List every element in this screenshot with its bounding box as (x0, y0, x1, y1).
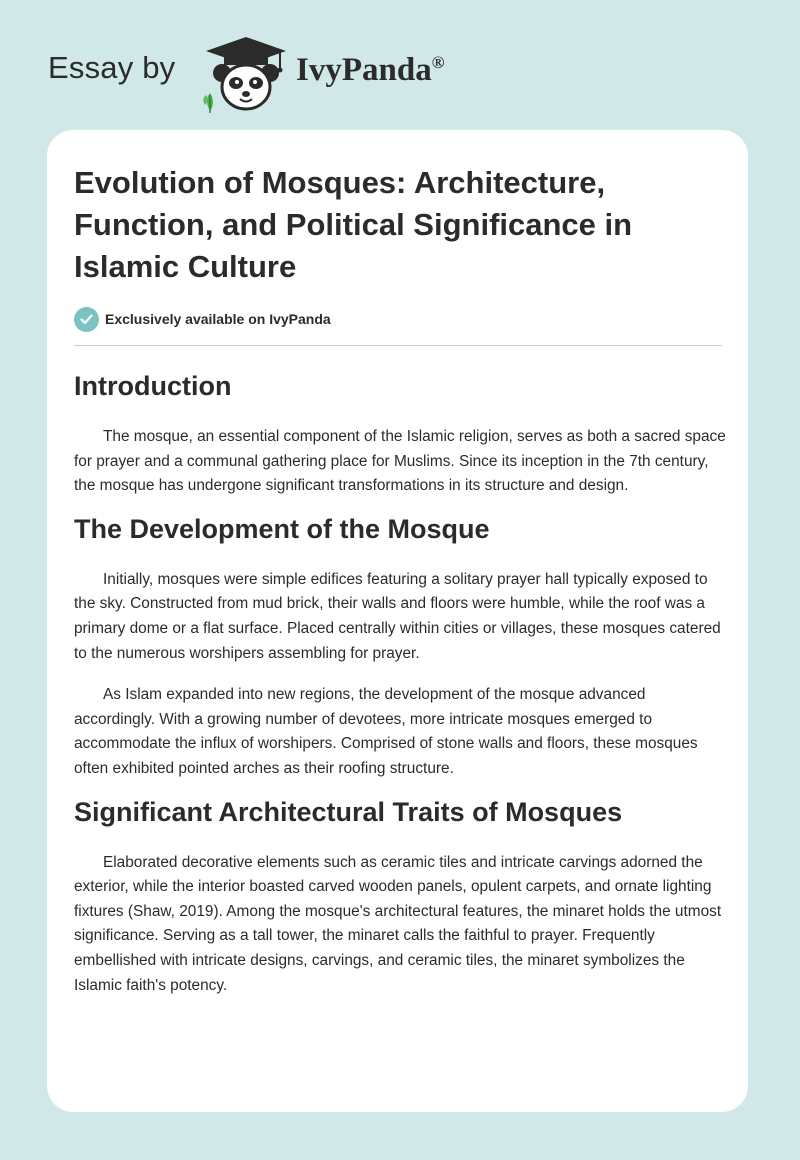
paragraph: Initially, mosques were simple edifices featuring a solitary prayer hall typically exposed to the sky. Constructed from mud brick, their walls and floors were humble, while the roof was a primary dome or a flat surface. Placed centrally within cities or villages, these mosques catered to the numerous worshipers assembling for prayer. (74, 570, 721, 662)
paragraph: The mosque, an essential component of the Islamic religion, serves as both a sacred space for prayer and a communal gathering place for Muslims. Since its inception in the 7th century, the mosque has undergone significant transformations in its structure and design. (74, 428, 726, 495)
section-heading: Introduction (74, 371, 232, 401)
leaf-icon (203, 93, 213, 113)
exclusive-badge (74, 306, 331, 332)
paragraph: Elaborated decorative elements such as ceramic tiles and intricate carvings adorned the exterior, while the interior boasted carved wooden panels, opulent carpets, and ornate lighting fixtures (Shaw, 2019). Among the mosque's architectural features, the minaret holds the utmost significance. Serving as a tall tower, the minaret calls the faithful to prayer. Frequently embellished with intricate designs, carvings, and ceramic tiles, the minaret symbolizes the Islamic faith's potency. (74, 853, 722, 994)
panda-graduate-icon[interactable] (200, 33, 292, 115)
section-heading: Significant Architectural Traits of Mosques (74, 796, 623, 827)
brand-name[interactable] (296, 52, 444, 89)
exclusive-badge-label: Exclusively available on IvyPanda (105, 311, 331, 327)
essay-body (74, 366, 729, 998)
site-header (0, 0, 800, 125)
section-heading: The Development of the Mosque (74, 513, 490, 544)
essay-card (47, 130, 748, 1112)
paragraph: As Islam expanded into new regions, the development of the mosque advanced accordingly. With a growing number of devotees, more intricate mosques emerged to accommodate the influx of worshipers. Comprised of stone walls and floors, these mosques often exhibited pointed arches as their roofing structure. (74, 686, 698, 777)
registered-mark: ® (431, 53, 445, 72)
essay-by-label: Essay by (48, 50, 176, 85)
title-divider (74, 345, 722, 346)
essay-title: Evolution of Mosques: Architecture, Function, and Political Significance in Islamic Culture (74, 165, 633, 284)
brand-text: IvyPanda (296, 52, 432, 88)
check-circle-icon (74, 307, 99, 332)
